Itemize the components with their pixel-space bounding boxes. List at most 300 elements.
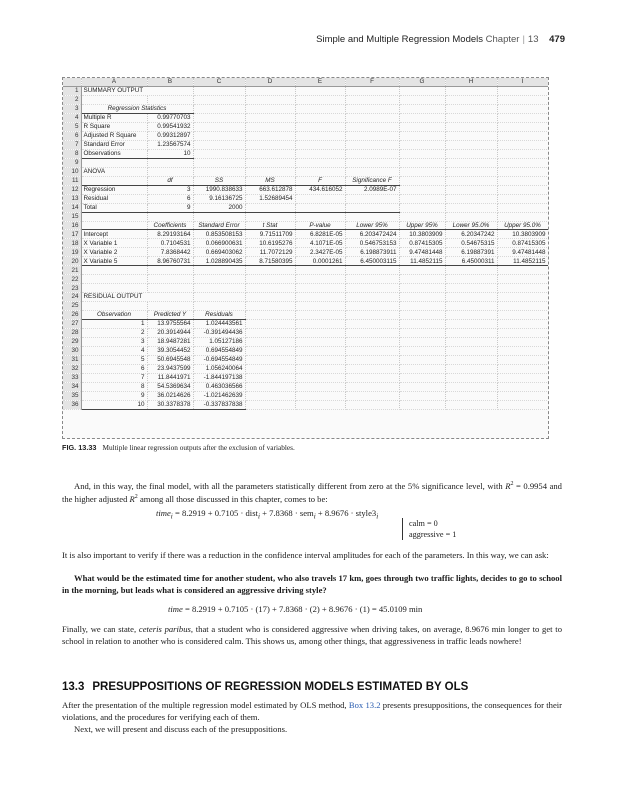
sheet-cell[interactable]: 9.71511709 bbox=[245, 230, 295, 239]
sheet-cell-empty[interactable] bbox=[445, 320, 497, 329]
sheet-cell[interactable]: 1.028890435 bbox=[193, 257, 245, 266]
sheet-cell-empty[interactable] bbox=[245, 400, 295, 409]
sheet-cell[interactable]: 1.024443561 bbox=[193, 320, 245, 329]
sheet-cell-empty[interactable] bbox=[245, 382, 295, 391]
sheet-cell-empty[interactable] bbox=[445, 104, 497, 113]
sheet-cell-empty[interactable] bbox=[497, 104, 548, 113]
sheet-cell-empty[interactable] bbox=[295, 329, 345, 338]
sheet-cell[interactable]: 1.52689454 bbox=[245, 194, 295, 203]
sheet-cell-empty[interactable] bbox=[399, 185, 445, 194]
sheet-cell[interactable]: 11.4852115 bbox=[497, 257, 548, 266]
row-number[interactable]: 31 bbox=[63, 356, 81, 365]
sheet-cell[interactable]: 11.8441971 bbox=[147, 373, 193, 382]
sheet-cell-empty[interactable] bbox=[345, 329, 399, 338]
sheet-cell-empty[interactable] bbox=[497, 149, 548, 158]
sheet-cell[interactable]: 4 bbox=[81, 347, 147, 356]
sheet-cell-empty[interactable] bbox=[245, 275, 295, 284]
sheet-cell-empty[interactable] bbox=[399, 373, 445, 382]
sheet-cell-empty[interactable] bbox=[497, 131, 548, 140]
sheet-cell[interactable]: 6 bbox=[81, 365, 147, 374]
sheet-cell-empty[interactable] bbox=[445, 356, 497, 365]
sheet-cell[interactable]: 10 bbox=[147, 149, 193, 158]
sheet-cell[interactable]: Standard Error bbox=[193, 221, 245, 230]
sheet-cell-empty[interactable] bbox=[345, 382, 399, 391]
sheet-cell[interactable]: -1.844197138 bbox=[193, 373, 245, 382]
sheet-cell[interactable]: 0.0001261 bbox=[295, 257, 345, 266]
sheet-cell[interactable]: 0.87415305 bbox=[399, 239, 445, 248]
sheet-cell-empty[interactable] bbox=[345, 391, 399, 400]
sheet-cell-empty[interactable] bbox=[497, 373, 548, 382]
sheet-cell-empty[interactable] bbox=[399, 149, 445, 158]
sheet-cell-empty[interactable] bbox=[245, 95, 295, 104]
sheet-cell-empty[interactable] bbox=[345, 131, 399, 140]
sheet-cell-empty[interactable] bbox=[345, 212, 399, 221]
row-number[interactable]: 10 bbox=[63, 167, 81, 176]
sheet-cell-empty[interactable] bbox=[497, 382, 548, 391]
sheet-cell[interactable]: Upper 95% bbox=[399, 221, 445, 230]
sheet-cell-empty[interactable] bbox=[399, 194, 445, 203]
sheet-cell[interactable]: 6.450003115 bbox=[345, 257, 399, 266]
sheet-cell[interactable]: -0.337837838 bbox=[193, 400, 245, 409]
row-number[interactable]: 7 bbox=[63, 140, 81, 149]
sheet-cell-empty[interactable] bbox=[295, 131, 345, 140]
sheet-cell-empty[interactable] bbox=[245, 266, 295, 275]
sheet-cell-empty[interactable] bbox=[399, 212, 445, 221]
sheet-cell-empty[interactable] bbox=[497, 293, 548, 302]
sheet-cell[interactable]: 0.546753153 bbox=[345, 239, 399, 248]
sheet-cell-empty[interactable] bbox=[399, 122, 445, 131]
sheet-cell[interactable]: 6.19887391 bbox=[445, 248, 497, 257]
sheet-cell[interactable]: 6.45000311 bbox=[445, 257, 497, 266]
sheet-cell-empty[interactable] bbox=[345, 400, 399, 409]
sheet-cell-empty[interactable] bbox=[399, 391, 445, 400]
row-number[interactable]: 25 bbox=[63, 302, 81, 311]
sheet-cell-empty[interactable] bbox=[345, 86, 399, 95]
sheet-cell-empty[interactable] bbox=[295, 356, 345, 365]
sheet-cell[interactable] bbox=[245, 203, 295, 212]
sheet-cell-empty[interactable] bbox=[295, 212, 345, 221]
sheet-cell[interactable]: 0.694554849 bbox=[193, 347, 245, 356]
sheet-cell-empty[interactable] bbox=[81, 95, 147, 104]
sheet-cell-empty[interactable] bbox=[295, 113, 345, 122]
sheet-cell-empty[interactable] bbox=[445, 329, 497, 338]
sheet-cell-empty[interactable] bbox=[193, 122, 245, 131]
sheet-cell-empty[interactable] bbox=[295, 158, 345, 167]
sheet-cell-empty[interactable] bbox=[345, 95, 399, 104]
row-number[interactable]: 30 bbox=[63, 347, 81, 356]
sheet-cell-empty[interactable] bbox=[445, 149, 497, 158]
sheet-cell-empty[interactable] bbox=[147, 275, 193, 284]
sheet-cell-empty[interactable] bbox=[245, 373, 295, 382]
sheet-cell[interactable]: Total bbox=[81, 203, 147, 212]
row-number[interactable]: 13 bbox=[63, 194, 81, 203]
sheet-cell[interactable]: R Square bbox=[81, 122, 147, 131]
sheet-cell[interactable]: 1.056240064 bbox=[193, 365, 245, 374]
row-number[interactable]: 19 bbox=[63, 248, 81, 257]
sheet-cell-empty[interactable] bbox=[445, 391, 497, 400]
sheet-cell[interactable]: 9.47481448 bbox=[399, 248, 445, 257]
sheet-cell-empty[interactable] bbox=[295, 275, 345, 284]
sheet-cell[interactable]: 5 bbox=[81, 356, 147, 365]
sheet-cell-empty[interactable] bbox=[399, 284, 445, 293]
sheet-cell-empty[interactable] bbox=[497, 275, 548, 284]
sheet-cell[interactable]: RESIDUAL OUTPUT bbox=[81, 293, 193, 302]
row-number[interactable]: 27 bbox=[63, 320, 81, 329]
sheet-cell[interactable]: 6.198873911 bbox=[345, 248, 399, 257]
sheet-cell-empty[interactable] bbox=[245, 149, 295, 158]
sheet-cell[interactable]: 663.612878 bbox=[245, 185, 295, 194]
row-number[interactable]: 17 bbox=[63, 230, 81, 239]
sheet-cell[interactable]: 39.3054452 bbox=[147, 347, 193, 356]
sheet-cell-empty[interactable] bbox=[445, 140, 497, 149]
sheet-cell[interactable]: 11.7072129 bbox=[245, 248, 295, 257]
sheet-cell[interactable]: 0.99312897 bbox=[147, 131, 193, 140]
sheet-cell-empty[interactable] bbox=[445, 95, 497, 104]
sheet-cell-empty[interactable] bbox=[445, 400, 497, 409]
row-number[interactable]: 9 bbox=[63, 158, 81, 167]
sheet-cell-empty[interactable] bbox=[245, 113, 295, 122]
row-number[interactable]: 34 bbox=[63, 382, 81, 391]
sheet-cell-empty[interactable] bbox=[245, 86, 295, 95]
sheet-cell[interactable]: X Variable 2 bbox=[81, 248, 147, 257]
sheet-cell-empty[interactable] bbox=[445, 275, 497, 284]
sheet-cell-empty[interactable] bbox=[345, 320, 399, 329]
sheet-cell[interactable]: 9 bbox=[81, 391, 147, 400]
sheet-cell-empty[interactable] bbox=[445, 203, 497, 212]
sheet-cell-empty[interactable] bbox=[497, 302, 548, 311]
sheet-cell[interactable]: P-value bbox=[295, 221, 345, 230]
sheet-cell-empty[interactable] bbox=[345, 347, 399, 356]
sheet-cell[interactable]: 9 bbox=[147, 203, 193, 212]
row-number[interactable]: 29 bbox=[63, 338, 81, 347]
column-header[interactable]: F bbox=[345, 78, 399, 86]
row-number[interactable]: 4 bbox=[63, 113, 81, 122]
sheet-cell-empty[interactable] bbox=[497, 311, 548, 320]
sheet-cell[interactable]: 0.54675315 bbox=[445, 239, 497, 248]
sheet-cell-empty[interactable] bbox=[399, 113, 445, 122]
sheet-cell[interactable]: Observation bbox=[81, 311, 147, 320]
sheet-cell-empty[interactable] bbox=[345, 266, 399, 275]
sheet-cell-empty[interactable] bbox=[345, 284, 399, 293]
sheet-cell-empty[interactable] bbox=[445, 382, 497, 391]
sheet-cell[interactable]: 2.3427E-05 bbox=[295, 248, 345, 257]
sheet-cell[interactable]: 50.6945548 bbox=[147, 356, 193, 365]
sheet-cell-empty[interactable] bbox=[193, 86, 245, 95]
sheet-cell-empty[interactable] bbox=[81, 302, 147, 311]
sheet-cell[interactable]: Regression Statistics bbox=[81, 104, 193, 113]
sheet-cell-empty[interactable] bbox=[295, 104, 345, 113]
sheet-cell-empty[interactable] bbox=[497, 122, 548, 131]
sheet-cell-empty[interactable] bbox=[245, 311, 295, 320]
sheet-cell-empty[interactable] bbox=[497, 86, 548, 95]
sheet-cell[interactable]: 3 bbox=[147, 185, 193, 194]
sheet-cell-empty[interactable] bbox=[147, 302, 193, 311]
sheet-cell-empty[interactable] bbox=[345, 356, 399, 365]
sheet-cell-empty[interactable] bbox=[295, 149, 345, 158]
sheet-cell-empty[interactable] bbox=[295, 140, 345, 149]
sheet-cell-empty[interactable] bbox=[497, 212, 548, 221]
sheet-cell-empty[interactable] bbox=[295, 311, 345, 320]
row-number[interactable]: 12 bbox=[63, 185, 81, 194]
row-number[interactable]: 11 bbox=[63, 176, 81, 185]
sheet-cell-empty[interactable] bbox=[295, 122, 345, 131]
sheet-cell-empty[interactable] bbox=[193, 113, 245, 122]
sheet-cell-empty[interactable] bbox=[345, 373, 399, 382]
sheet-cell-empty[interactable] bbox=[295, 338, 345, 347]
sheet-cell[interactable]: 8.96760731 bbox=[147, 257, 193, 266]
sheet-cell-empty[interactable] bbox=[295, 194, 345, 203]
sheet-cell-empty[interactable] bbox=[81, 158, 147, 167]
sheet-cell-empty[interactable] bbox=[445, 212, 497, 221]
sheet-cell[interactable]: 1990.838633 bbox=[193, 185, 245, 194]
sheet-cell-empty[interactable] bbox=[295, 167, 345, 176]
sheet-cell-empty[interactable] bbox=[399, 293, 445, 302]
sheet-cell-empty[interactable] bbox=[399, 329, 445, 338]
sheet-cell[interactable]: Residual bbox=[81, 194, 147, 203]
sheet-cell[interactable]: 13.9755564 bbox=[147, 320, 193, 329]
sheet-cell[interactable]: 0.066900631 bbox=[193, 239, 245, 248]
sheet-cell-empty[interactable] bbox=[245, 212, 295, 221]
sheet-cell[interactable]: ANOVA bbox=[81, 167, 147, 176]
sheet-cell-empty[interactable] bbox=[497, 329, 548, 338]
row-number[interactable]: 14 bbox=[63, 203, 81, 212]
sheet-cell-empty[interactable] bbox=[147, 284, 193, 293]
sheet-cell-empty[interactable] bbox=[193, 275, 245, 284]
sheet-cell-empty[interactable] bbox=[497, 365, 548, 374]
sheet-cell-empty[interactable] bbox=[445, 284, 497, 293]
sheet-cell[interactable]: 8.29193164 bbox=[147, 230, 193, 239]
sheet-cell[interactable]: Intercept bbox=[81, 230, 147, 239]
sheet-cell-empty[interactable] bbox=[295, 302, 345, 311]
sheet-cell-empty[interactable] bbox=[345, 365, 399, 374]
sheet-cell-empty[interactable] bbox=[245, 284, 295, 293]
sheet-cell-empty[interactable] bbox=[497, 113, 548, 122]
row-number[interactable]: 2 bbox=[63, 95, 81, 104]
sheet-cell-empty[interactable] bbox=[81, 275, 147, 284]
sheet-cell-empty[interactable] bbox=[345, 104, 399, 113]
sheet-cell-empty[interactable] bbox=[345, 293, 399, 302]
sheet-cell[interactable]: 4.1071E-05 bbox=[295, 239, 345, 248]
row-number[interactable]: 32 bbox=[63, 365, 81, 374]
sheet-cell-empty[interactable] bbox=[193, 284, 245, 293]
sheet-cell-empty[interactable] bbox=[245, 391, 295, 400]
sheet-cell-empty[interactable] bbox=[245, 356, 295, 365]
sheet-cell-empty[interactable] bbox=[399, 203, 445, 212]
sheet-cell-empty[interactable] bbox=[399, 382, 445, 391]
sheet-cell-empty[interactable] bbox=[399, 400, 445, 409]
sheet-cell-empty[interactable] bbox=[445, 293, 497, 302]
sheet-cell[interactable]: 36.0214626 bbox=[147, 391, 193, 400]
sheet-cell[interactable]: Lower 95.0% bbox=[445, 221, 497, 230]
sheet-cell-empty[interactable] bbox=[445, 302, 497, 311]
sheet-cell-empty[interactable] bbox=[497, 266, 548, 275]
row-number[interactable]: 28 bbox=[63, 329, 81, 338]
sheet-cell-empty[interactable] bbox=[445, 131, 497, 140]
sheet-cell-empty[interactable] bbox=[399, 338, 445, 347]
sheet-cell-empty[interactable] bbox=[245, 302, 295, 311]
sheet-cell[interactable]: 8.71580395 bbox=[245, 257, 295, 266]
sheet-cell[interactable]: 7.8368442 bbox=[147, 248, 193, 257]
sheet-cell[interactable]: 20.3914944 bbox=[147, 329, 193, 338]
sheet-cell[interactable]: Significance F bbox=[345, 176, 399, 185]
sheet-cell-empty[interactable] bbox=[497, 356, 548, 365]
sheet-cell[interactable]: 10.6195276 bbox=[245, 239, 295, 248]
sheet-cell-empty[interactable] bbox=[345, 302, 399, 311]
sheet-cell[interactable]: 7 bbox=[81, 373, 147, 382]
sheet-cell-empty[interactable] bbox=[245, 329, 295, 338]
sheet-cell-empty[interactable] bbox=[295, 266, 345, 275]
row-number[interactable]: 24 bbox=[63, 293, 81, 302]
sheet-cell-empty[interactable] bbox=[193, 158, 245, 167]
sheet-cell-empty[interactable] bbox=[399, 275, 445, 284]
sheet-cell-empty[interactable] bbox=[399, 347, 445, 356]
sheet-cell[interactable]: 6 bbox=[147, 194, 193, 203]
sheet-cell[interactable]: MS bbox=[245, 176, 295, 185]
sheet-cell-empty[interactable] bbox=[445, 158, 497, 167]
row-number[interactable]: 35 bbox=[63, 391, 81, 400]
sheet-cell[interactable]: df bbox=[147, 176, 193, 185]
sheet-cell-empty[interactable] bbox=[445, 122, 497, 131]
sheet-cell-empty[interactable] bbox=[399, 167, 445, 176]
column-header[interactable]: A bbox=[81, 78, 147, 86]
sheet-cell-empty[interactable] bbox=[345, 338, 399, 347]
sheet-cell[interactable]: 30.3378378 bbox=[147, 400, 193, 409]
sheet-cell-empty[interactable] bbox=[497, 176, 548, 185]
sheet-cell[interactable]: -0.391494436 bbox=[193, 329, 245, 338]
sheet-cell[interactable]: -1.021462639 bbox=[193, 391, 245, 400]
sheet-cell[interactable]: 2 bbox=[81, 329, 147, 338]
sheet-cell-empty[interactable] bbox=[399, 95, 445, 104]
sheet-cell[interactable]: 10 bbox=[81, 400, 147, 409]
sheet-cell-empty[interactable] bbox=[497, 347, 548, 356]
row-number[interactable]: 33 bbox=[63, 373, 81, 382]
sheet-cell-empty[interactable] bbox=[497, 338, 548, 347]
sheet-cell-empty[interactable] bbox=[399, 356, 445, 365]
row-number[interactable]: 16 bbox=[63, 221, 81, 230]
sheet-cell[interactable]: Lower 95% bbox=[345, 221, 399, 230]
sheet-cell-empty[interactable] bbox=[399, 158, 445, 167]
sheet-cell[interactable]: 1.23567574 bbox=[147, 140, 193, 149]
sheet-cell[interactable]: Coefficients bbox=[147, 221, 193, 230]
row-number[interactable]: 8 bbox=[63, 149, 81, 158]
sheet-cell[interactable]: Residuals bbox=[193, 311, 245, 320]
sheet-cell-empty[interactable] bbox=[345, 140, 399, 149]
sheet-cell-empty[interactable] bbox=[295, 284, 345, 293]
sheet-cell[interactable]: t Stat bbox=[245, 221, 295, 230]
sheet-cell-empty[interactable] bbox=[245, 104, 295, 113]
sheet-cell-empty[interactable] bbox=[147, 212, 193, 221]
sheet-cell-empty[interactable] bbox=[345, 158, 399, 167]
sheet-cell-empty[interactable] bbox=[497, 391, 548, 400]
sheet-cell-empty[interactable] bbox=[445, 373, 497, 382]
sheet-cell-empty[interactable] bbox=[345, 311, 399, 320]
sheet-cell-empty[interactable] bbox=[245, 167, 295, 176]
sheet-cell[interactable]: 9.16136725 bbox=[193, 194, 245, 203]
sheet-cell-empty[interactable] bbox=[245, 140, 295, 149]
sheet-cell[interactable]: X Variable 5 bbox=[81, 257, 147, 266]
sheet-cell[interactable] bbox=[345, 203, 399, 212]
sheet-cell-empty[interactable] bbox=[345, 122, 399, 131]
sheet-cell-empty[interactable] bbox=[399, 104, 445, 113]
sheet-cell[interactable]: 2000 bbox=[193, 203, 245, 212]
sheet-cell[interactable]: 54.5369634 bbox=[147, 382, 193, 391]
column-header[interactable]: D bbox=[245, 78, 295, 86]
sheet-cell-empty[interactable] bbox=[295, 382, 345, 391]
sheet-cell-empty[interactable] bbox=[193, 302, 245, 311]
sheet-cell-empty[interactable] bbox=[147, 167, 193, 176]
sheet-cell[interactable]: 0.87415305 bbox=[497, 239, 548, 248]
sheet-cell-empty[interactable] bbox=[445, 86, 497, 95]
sheet-cell-empty[interactable] bbox=[193, 149, 245, 158]
sheet-cell-empty[interactable] bbox=[497, 158, 548, 167]
sheet-cell-empty[interactable] bbox=[295, 365, 345, 374]
sheet-cell-empty[interactable] bbox=[245, 293, 295, 302]
column-header[interactable]: B bbox=[147, 78, 193, 86]
sheet-cell[interactable]: 23.9437599 bbox=[147, 365, 193, 374]
sheet-cell-empty[interactable] bbox=[445, 266, 497, 275]
sheet-cell[interactable] bbox=[295, 203, 345, 212]
sheet-cell-empty[interactable] bbox=[81, 266, 147, 275]
sheet-cell-empty[interactable] bbox=[345, 149, 399, 158]
sheet-cell-empty[interactable] bbox=[295, 347, 345, 356]
row-number[interactable]: 20 bbox=[63, 257, 81, 266]
sheet-cell[interactable] bbox=[81, 176, 147, 185]
sheet-cell[interactable]: SS bbox=[193, 176, 245, 185]
sheet-cell-empty[interactable] bbox=[497, 320, 548, 329]
column-header[interactable]: I bbox=[497, 78, 548, 86]
sheet-cell[interactable]: Regression bbox=[81, 185, 147, 194]
row-number[interactable]: 1 bbox=[63, 86, 81, 95]
sheet-cell-empty[interactable] bbox=[193, 266, 245, 275]
sheet-cell-empty[interactable] bbox=[245, 347, 295, 356]
sheet-cell[interactable]: 10.3803909 bbox=[497, 230, 548, 239]
box-13-2-link[interactable]: Box 13.2 bbox=[348, 700, 381, 710]
sheet-cell-empty[interactable] bbox=[445, 113, 497, 122]
sheet-cell[interactable]: F bbox=[295, 176, 345, 185]
sheet-cell-empty[interactable] bbox=[193, 293, 245, 302]
sheet-cell-empty[interactable] bbox=[245, 158, 295, 167]
sheet-cell[interactable]: Observations bbox=[81, 149, 147, 158]
sheet-cell-empty[interactable] bbox=[295, 373, 345, 382]
sheet-cell-empty[interactable] bbox=[345, 113, 399, 122]
sheet-cell-empty[interactable] bbox=[445, 194, 497, 203]
sheet-cell-empty[interactable] bbox=[295, 400, 345, 409]
sheet-cell-empty[interactable] bbox=[445, 167, 497, 176]
sheet-cell-empty[interactable] bbox=[245, 365, 295, 374]
sheet-cell[interactable]: 1.05127186 bbox=[193, 338, 245, 347]
row-number[interactable]: 6 bbox=[63, 131, 81, 140]
sheet-cell-empty[interactable] bbox=[497, 203, 548, 212]
row-number[interactable]: 22 bbox=[63, 275, 81, 284]
column-header[interactable]: G bbox=[399, 78, 445, 86]
sheet-cell-empty[interactable] bbox=[497, 185, 548, 194]
sheet-cell-empty[interactable] bbox=[245, 338, 295, 347]
sheet-cell[interactable]: Adjusted R Square bbox=[81, 131, 147, 140]
sheet-cell[interactable]: 0.7104531 bbox=[147, 239, 193, 248]
sheet-cell[interactable]: 0.99770703 bbox=[147, 113, 193, 122]
sheet-cell-empty[interactable] bbox=[497, 284, 548, 293]
row-number[interactable]: 26 bbox=[63, 311, 81, 320]
sheet-cell-empty[interactable] bbox=[147, 95, 193, 104]
sheet-cell[interactable]: 6.203472424 bbox=[345, 230, 399, 239]
sheet-cell-empty[interactable] bbox=[445, 185, 497, 194]
row-number[interactable]: 5 bbox=[63, 122, 81, 131]
sheet-cell[interactable]: SUMMARY OUTPUT bbox=[81, 86, 193, 95]
sheet-cell-empty[interactable] bbox=[497, 140, 548, 149]
row-number[interactable]: 21 bbox=[63, 266, 81, 275]
sheet-cell-empty[interactable] bbox=[345, 194, 399, 203]
sheet-cell-empty[interactable] bbox=[445, 338, 497, 347]
